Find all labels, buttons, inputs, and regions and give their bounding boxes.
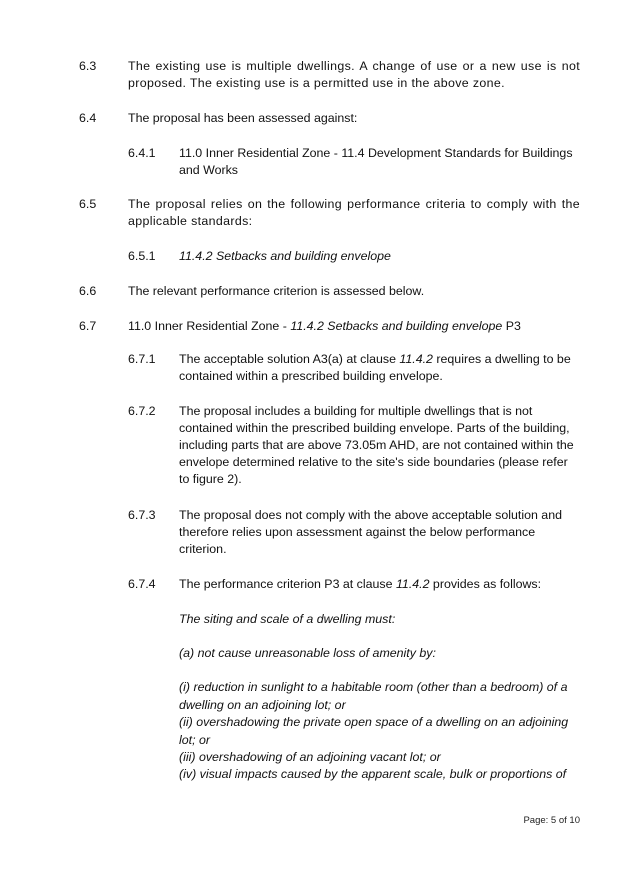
text-part: provides as follows: [429, 577, 542, 591]
section-text: 11.4.2 Setbacks and building envelope [179, 249, 391, 263]
section-number: 6.7.4 [128, 577, 156, 591]
section-text: The proposal relies on the following performance criteria to comply with the applicable standards: [128, 197, 580, 228]
section-text: The proposal has been assessed against: [128, 111, 358, 125]
text-part: The acceptable solution A3(a) at clause [179, 352, 400, 366]
section-text: The relevant performance criterion is assessed below. [128, 284, 425, 298]
section-text: The proposal does not comply with the above acceptable solution and therefore relies upon assessment against the below performance criterion. [179, 508, 562, 556]
quote-intro: The siting and scale of a dwelling must: [179, 612, 396, 626]
section-number: 6.3 [79, 59, 97, 73]
section-text [128, 318, 580, 335]
section-number: 6.7.3 [128, 508, 156, 522]
section-text [179, 351, 581, 385]
section-text [179, 576, 581, 593]
clause-title: 11.4.2 Setbacks and building envelope [290, 319, 503, 333]
quote-item-a: (a) not cause unreasonable loss of amenity by: [179, 646, 436, 660]
section-number: 6.4.1 [128, 146, 156, 160]
quote-item-i: (i) reduction in sunlight to a habitable room (other than a bedroom) of a dwelling on an adjoining lot; or [179, 680, 568, 712]
text-part: requires a dwelling to be contained within a prescribed building envelope. [179, 352, 571, 383]
text-part: P3 [502, 319, 521, 333]
section-number: 6.5.1 [128, 249, 156, 263]
quote-item-ii: (ii) overshadowing the private open space of a dwelling on an adjoining lot; or [179, 715, 569, 747]
section-number: 6.7.1 [128, 352, 156, 366]
section-number: 6.6 [79, 284, 97, 298]
section-number: 6.5 [79, 197, 97, 211]
text-part: The performance criterion P3 at clause [179, 577, 396, 591]
clause-ref: 11.4.2 [399, 352, 433, 366]
text-part: 11.0 Inner Residential Zone - [128, 319, 291, 333]
page-number: Page: 5 of 10 [523, 815, 580, 826]
section-number: 6.4 [79, 111, 97, 125]
section-number: 6.7 [79, 319, 97, 333]
quote-item-iii: (iii) overshadowing of an adjoining vacant lot; or [179, 750, 441, 764]
section-text: The existing use is multiple dwellings. A change of use or a new use is not proposed. The existing use is a permitted use in the above zone. [128, 59, 580, 90]
section-text: The proposal includes a building for multiple dwellings that is not contained within the prescribed building envelope. Parts of the building, including parts that are above 73.05m AHD, are not contained within the envelope determined relative to the site's side boundaries (please refer to figure 2). [179, 404, 574, 486]
section-number: 6.7.2 [128, 404, 156, 418]
clause-ref: 11.4.2 [395, 577, 430, 591]
section-text: 11.0 Inner Residential Zone - 11.4 Development Standards for Buildings and Works [179, 146, 573, 177]
quote-item-iv: (iv) visual impacts caused by the apparent scale, bulk or proportions of [179, 767, 567, 781]
